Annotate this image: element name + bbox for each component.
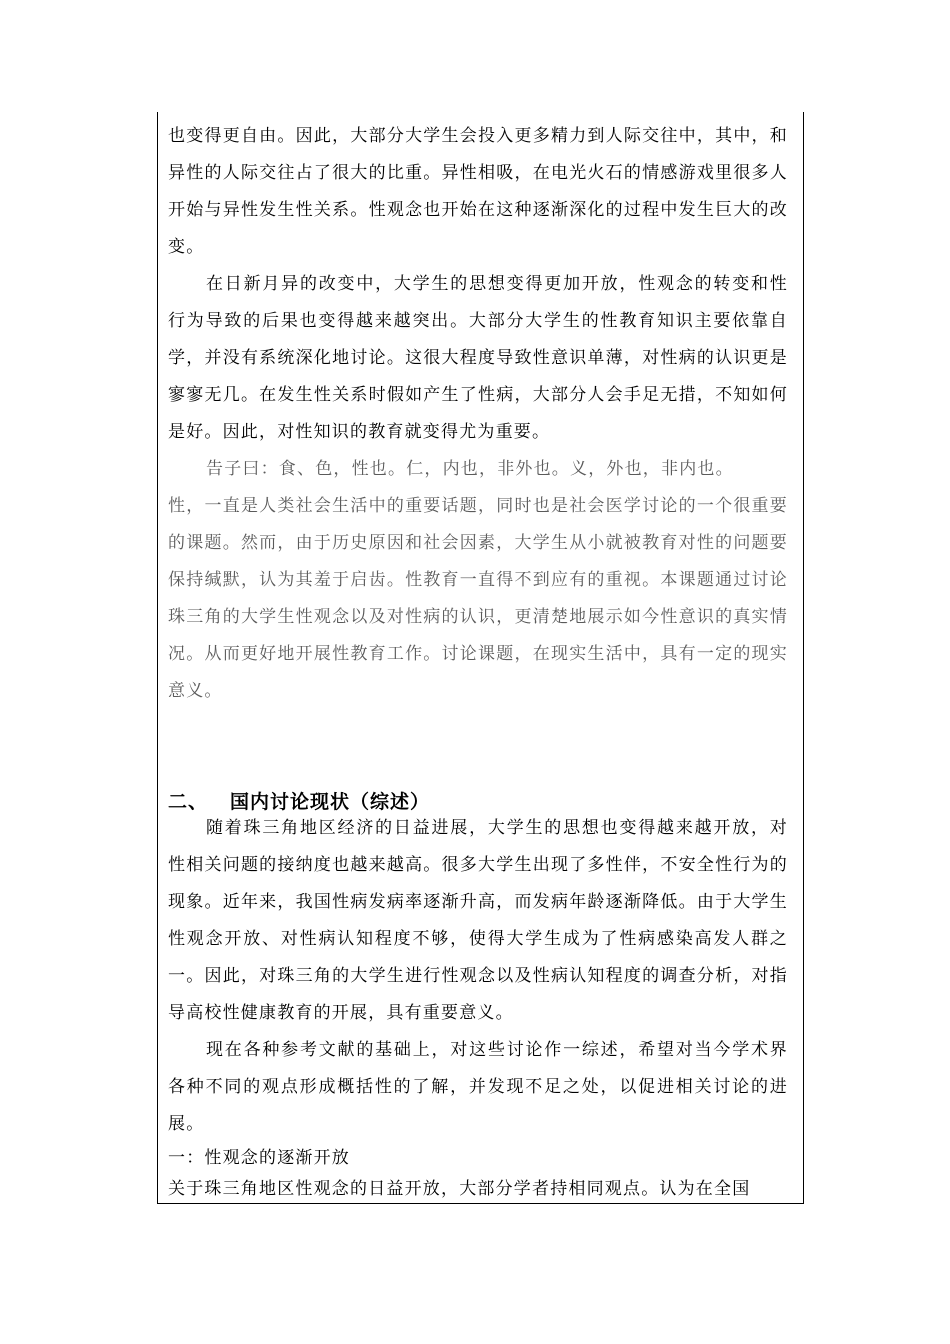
paragraph-sex-education: 在日新月异的改变中，大学生的思想变得更加开放，性观念的转变和性行为导致的后果也变得越来越突出。大部分大学生的性教育知识主要依靠自学，并没有系统深化地讨论。这很大程度导致性意识单薄，对性病的认识更是寥寥无几。在发生性关系时假如产生了性病，大部分人会手足无措，不知如何是好。因此，对性知识的教育就变得尤为重要。: [168, 274, 788, 442]
paragraph-quote: 告子曰：食、色，性也。仁，内也，非外也。义，外也，非内也。: [206, 459, 734, 479]
paragraph-continued: 也变得更自由。因此，大部分大学生会投入更多精力到人际交往中，其中，和异性的人际交往占了很大的比重。异性相吸，在电光火石的情感游戏里很多人开始与异性发生性关系。性观念也开始在这种逐渐深化的过程中发生巨大的改变。: [168, 126, 788, 257]
paragraph-significance: 性，一直是人类社会生活中的重要话题，同时也是社会医学讨论的一个很重要的课题。然而，由于历史原因和社会因素，大学生从小就被教育对性的问题要保持缄默，认为其羞于启齿。性教育一直得不到应有的重视。本课题通过讨论珠三角的大学生性观念以及对性病的认识，更清楚地展示如今性意识的真实情况。从而更好地开展性教育工作。讨论课题，在现实生活中，具有一定的现实意义。: [168, 496, 788, 701]
blank-space: [168, 710, 788, 788]
sub-heading: 一：性观念的逐渐开放: [168, 1148, 350, 1168]
paragraph-review-purpose: 现在各种参考文献的基础上，对这些讨论作一综述，希望对当今学术界各种不同的观点形成概括性的了解，并发现不足之处，以促进相关讨论的进展。: [168, 1040, 788, 1134]
paragraph-openness: 关于珠三角地区性观念的日益开放，大部分学者持相同观点。认为在全国: [168, 1179, 751, 1199]
section-title: 国内讨论现状（综述）: [230, 791, 431, 813]
paragraph-review-intro: 随着珠三角地区经济的日益进展，大学生的思想也变得越来越开放，对性相关问题的接纳度也越来越高。很多大学生出现了多性伴，不安全性行为的现象。近年来，我国性病发病率逐渐升高，而发病年龄逐渐降低。由于大学生性观念开放、对性病认知程度不够，使得大学生成为了性病感染高发人群之一。因此，对珠三角的大学生进行性观念以及性病认知程度的调查分析，对指导高校性健康教育的开展，具有重要意义。: [168, 818, 788, 1023]
section-number: 二、: [168, 791, 209, 813]
document-body: [168, 118, 788, 1205]
